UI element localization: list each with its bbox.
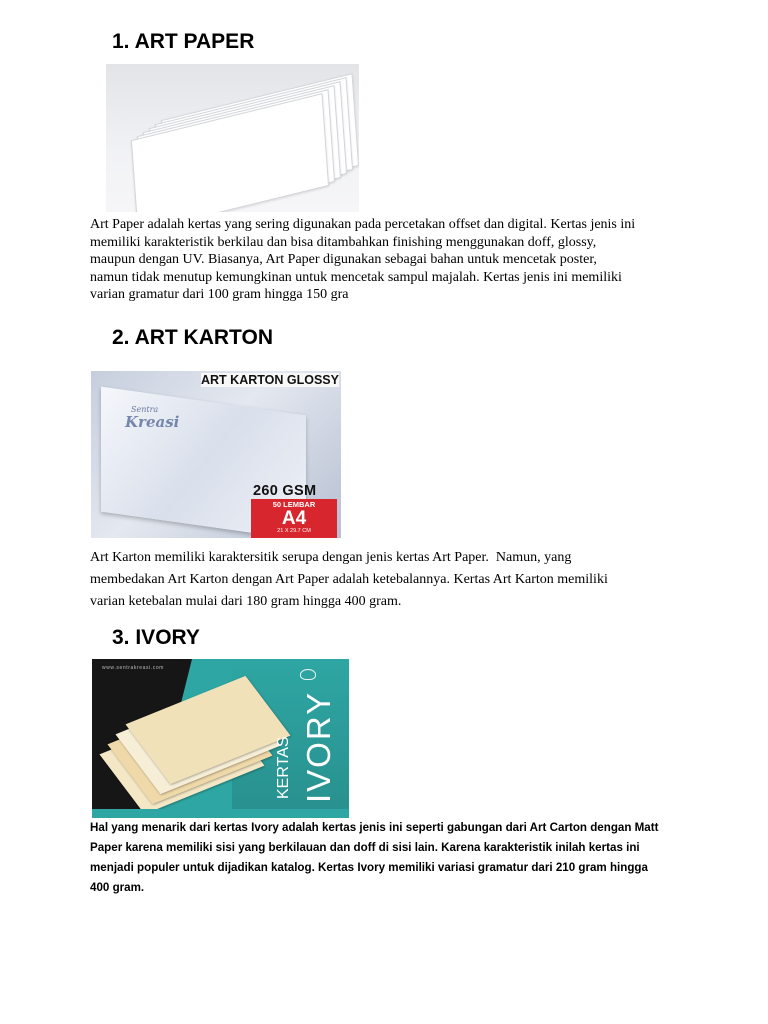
art-karton-image-title: ART KARTON GLOSSY	[201, 373, 339, 387]
text-line: varian ketebalan mulai dari 180 gram hingga 400 gram.	[90, 594, 402, 609]
gsm-label: 260 GSM	[253, 483, 317, 499]
text-line: 400 gram.	[90, 881, 145, 894]
section-heading-ivory: 3. IVORY	[112, 626, 200, 649]
brand-text: Kreasi	[125, 413, 180, 431]
text-line: Art Paper adalah kertas yang sering digunakan pada percetakan offset dan digital. Kertas jenis ini	[90, 217, 636, 232]
section-heading-art-paper: 1. ART PAPER	[112, 30, 255, 53]
badge-dimensions: 21 X 29.7 CM	[277, 528, 311, 534]
ivory-label: IVORY	[300, 690, 337, 803]
text-line: Hal yang menarik dari kertas Ivory adalah kertas jenis ini seperti gabungan dari Art Carton dengan Matt	[90, 821, 659, 834]
text-line: memiliki karakteristik berkilau dan bisa ditambahkan finishing menggunakan doff, glossy,	[90, 234, 597, 250]
art-paper-description	[90, 216, 730, 304]
badge-count: 50 LEMBAR	[272, 500, 316, 509]
badge-size: A4	[281, 508, 307, 529]
size-badge	[251, 499, 337, 538]
ivory-image	[92, 659, 349, 818]
section-heading-art-karton: 2. ART KARTON	[112, 326, 274, 349]
brand-small-text: Sentra	[131, 405, 159, 414]
text-line: membedakan Art Karton dengan Art Paper adalah ketebalannya. Kertas Art Karton memiliki	[90, 572, 608, 587]
text-line: Paper karena memiliki sisi yang berkilauan dan doff di sisi lain. Karena karakteristik inilah kertas ini	[90, 841, 640, 854]
text-line: maupun dengan UV. Biasanya, Art Paper digunakan sebagai bahan untuk mencetak poster,	[90, 252, 597, 267]
kertas-label: KERTAS	[275, 736, 292, 799]
text-line: Art Karton memiliki karaktersitik serupa dengan jenis kertas Art Paper. Namun, yang	[90, 550, 572, 565]
ivory-description	[90, 818, 710, 898]
brand-logo-icon	[300, 669, 316, 680]
art-paper-image	[106, 64, 359, 212]
art-karton-description	[90, 547, 730, 613]
text-line: menjadi populer untuk dijadikan katalog. Kertas Ivory memiliki variasi gramatur dari 210 gram hingga	[90, 861, 648, 874]
image-url-text: www.sentrakreasi.com	[102, 665, 165, 671]
text-line: varian gramatur dari 100 gram hingga 150 gra	[90, 287, 349, 302]
art-karton-image	[91, 371, 341, 538]
text-line: namun tidak menutup kemungkinan untuk mencetak sampul majalah. Kertas jenis ini memiliki	[90, 269, 622, 285]
